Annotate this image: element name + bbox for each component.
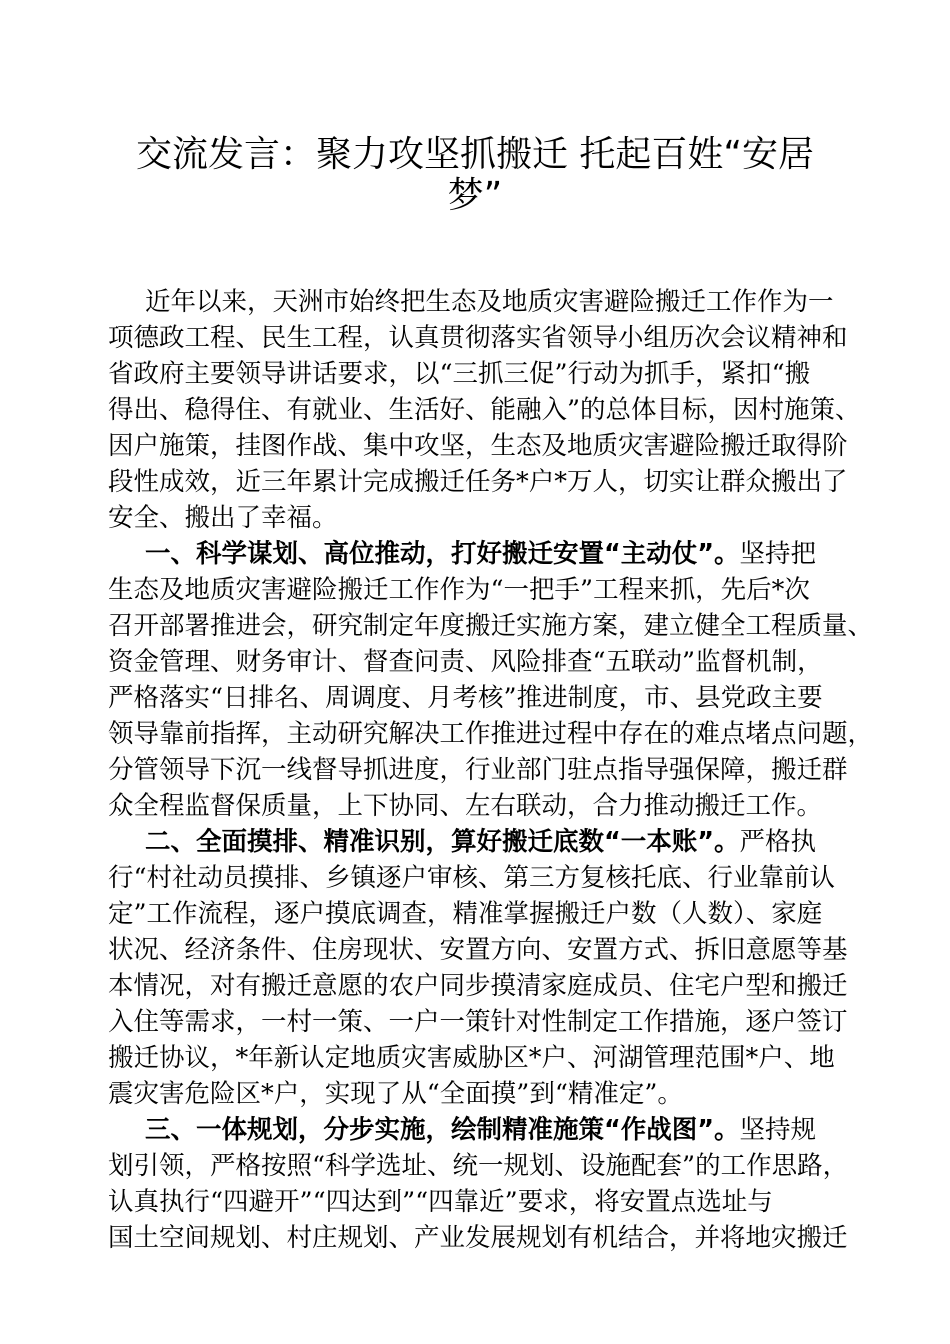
section-1-lead: 坚持把 xyxy=(739,539,817,569)
section-1-first-line xyxy=(145,536,905,572)
paragraph-line: 状况、经济条件、住房现状、安置方向、安置方式、拆旧意愿等基 xyxy=(108,935,848,965)
paragraph-line: 资金管理、财务审计、督查问责、风险排查“五联动”监督机制， xyxy=(108,647,823,677)
paragraph-line: 因户施策，挂图作战、集中攻坚，生态及地质灾害避险搬迁取得阶 xyxy=(108,431,848,461)
paragraph-line: 近年以来，天洲市始终把生态及地质灾害避险搬迁工作作为一 xyxy=(145,287,834,317)
paragraph-line: 生态及地质灾害避险搬迁工作作为“一把手”工程来抓，先后*次 xyxy=(108,575,810,605)
paragraph-line: 震灾害危险区*户，实现了从“全面摸”到“精准定”。 xyxy=(108,1079,683,1109)
paragraph-line: 省政府主要领导讲话要求，以“三抓三促”行动为抓手，紧扣“搬 xyxy=(108,359,811,389)
section-2-first-line xyxy=(145,824,905,860)
section-2-lead: 严格执 xyxy=(739,827,817,857)
paragraph-line: 认真执行“四避开”“四达到”“四靠近”要求，将安置点选址与 xyxy=(108,1187,773,1217)
section-3-heading: 三、一体规划，分步实施，绘制精准施策“作战图”。 xyxy=(145,1115,740,1145)
paragraph-line: 本情况，对有搬迁意愿的农户同步摸清家庭成员、住宅户型和搬迁 xyxy=(108,971,848,1001)
section-3-first-line xyxy=(145,1112,905,1148)
paragraph-line: 搬迁协议，*年新认定地质灾害威胁区*户、河湖管理范围*户、地 xyxy=(108,1043,835,1073)
paragraph-line: 划引领，严格按照“科学选址、统一规划、设施配套”的工作思路， xyxy=(108,1151,849,1181)
paragraph-line: 国土空间规划、村庄规划、产业发展规划有机结合，并将地灾搬迁 xyxy=(108,1223,848,1253)
paragraph-line: 严格落实“日排名、周调度、月考核”推进制度，市、县党政主要 xyxy=(108,683,823,713)
paragraph-line: 行“村社动员摸排、乡镇逐户审核、第三方复核托底、行业靠前认 xyxy=(108,863,836,893)
section-3-lead: 坚持规 xyxy=(739,1115,817,1145)
paragraph-line: 安全、搬出了幸福。 xyxy=(108,503,338,533)
paragraph-line: 召开部署推进会，研究制定年度搬迁实施方案，建立健全工程质量、 xyxy=(108,611,874,641)
document-title-line-2: 梦” xyxy=(447,175,503,216)
document-title-line-1: 交流发言：聚力攻坚抓搬迁 托起百姓“安居 xyxy=(135,134,815,175)
paragraph-line: 入住等需求，一村一策、一户一策针对性制定工作措施，逐户签订 xyxy=(108,1007,848,1037)
paragraph-line: 众全程监督保质量，上下协同、左右联动，合力推动搬迁工作。 xyxy=(108,791,823,821)
paragraph-line: 得出、稳得住、有就业、生活好、能融入”的总体目标，因村施策、 xyxy=(108,395,861,425)
section-2-heading: 二、全面摸排、精准识别，算好搬迁底数“一本账”。 xyxy=(145,827,740,857)
paragraph-line: 定”工作流程，逐户摸底调查，精准掌握搬迁户数（人数）、家庭 xyxy=(108,899,823,929)
section-1-heading: 一、科学谋划、高位推动，打好搬迁安置“主动仗”。 xyxy=(145,539,740,569)
paragraph-line: 项德政工程、民生工程，认真贯彻落实省领导小组历次会议精神和 xyxy=(108,323,848,353)
paragraph-line: 段性成效，近三年累计完成搬迁任务*户*万人，切实让群众搬出了 xyxy=(108,467,848,497)
paragraph-line: 领导靠前指挥，主动研究解决工作推进过程中存在的难点堵点问题， xyxy=(108,719,874,749)
paragraph-line: 分管领导下沉一线督导抓进度，行业部门驻点指导强保障，搬迁群 xyxy=(108,755,848,785)
